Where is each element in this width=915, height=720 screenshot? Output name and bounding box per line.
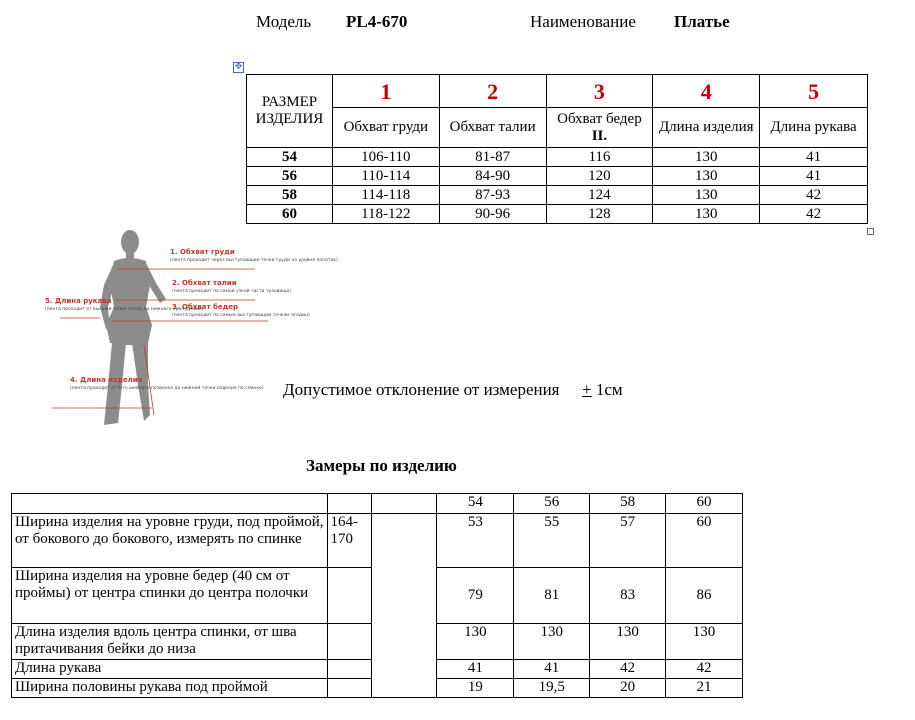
size-cell: 60 [247, 205, 333, 224]
measurements-table [11, 493, 743, 698]
measurement-label: Ширина половины рукава под проймой [12, 679, 328, 698]
name-label: Наименование [530, 12, 636, 31]
value-cell: 120 [546, 167, 653, 186]
size-row [247, 205, 868, 224]
measurement-value: 42 [666, 660, 743, 679]
measurement-label: Ширина изделия на уровне бедер (40 см от проймы) от центра спинки до центра полочки [12, 568, 328, 624]
measurement-value: 41 [437, 660, 514, 679]
figure-note-waist: (лента проходит по самой узкой части туловища) [172, 289, 292, 294]
figure-note-chest: (лента проходит через выступающие точки груди на уровне лопаток) [170, 258, 338, 263]
body-silhouette [100, 230, 166, 425]
measurement-value: 42 [590, 660, 666, 679]
figure-label-hips: 3. Обхват бедер [172, 303, 239, 311]
size-cell: 56 [247, 167, 333, 186]
measurement-figure [40, 225, 338, 435]
figure-label-waist: 2. Обхват талии [172, 279, 237, 287]
figure-note-length: (лента проходит от 6-го шейного позвонка до нижней точки изделия по спинке) [70, 386, 264, 391]
measurement-value: 130 [437, 624, 514, 660]
column-label-suffix: II. [591, 127, 608, 144]
figure-label-length: 4. Длина изделия [70, 376, 143, 384]
size-cell: 54 [247, 148, 333, 167]
size-cell: 58 [247, 186, 333, 205]
figure-label-chest: 1. Обхват груди [170, 248, 235, 256]
empty-cell [327, 660, 371, 679]
value-cell: 110-114 [332, 167, 439, 186]
column-label: Обхват груди [332, 108, 439, 148]
measurement-value: 130 [666, 624, 743, 660]
value-cell: 41 [760, 167, 868, 186]
measurement-value: 21 [666, 679, 743, 698]
table-resize-handle[interactable] [867, 228, 874, 235]
height-cell: 164-170 [327, 514, 371, 568]
value-cell: 90-96 [439, 205, 546, 224]
column-number: 5 [760, 75, 868, 108]
measurement-value: 19,5 [514, 679, 590, 698]
value-cell: 42 [760, 186, 868, 205]
measurement-value: 130 [590, 624, 666, 660]
figure-label-sleeve: 5. Длина рукава [45, 297, 112, 305]
model-value: PL4-670 [346, 12, 408, 31]
value-cell: 87-93 [439, 186, 546, 205]
measurements-title: Замеры по изделию [306, 456, 457, 475]
value-cell: 118-122 [332, 205, 439, 224]
value-cell: 81-87 [439, 148, 546, 167]
measurement-value: 83 [590, 568, 666, 624]
size-row [247, 167, 868, 186]
measurement-value: 53 [437, 514, 514, 568]
value-cell: 130 [653, 148, 760, 167]
tolerance-sign: + [582, 380, 592, 399]
column-label: Длина изделия [653, 108, 760, 148]
value-cell: 124 [546, 186, 653, 205]
value-cell: 41 [760, 148, 868, 167]
measurement-value: 57 [590, 514, 666, 568]
tolerance-line [283, 380, 623, 400]
column-number: 4 [653, 75, 760, 108]
measurement-value: 55 [514, 514, 590, 568]
size-row [247, 148, 868, 167]
size-header: 56 [514, 494, 590, 514]
size-row-header: РАЗМЕР ИЗДЕЛИЯ [247, 75, 333, 148]
model-label: Модель [256, 12, 312, 31]
measurement-value: 86 [666, 568, 743, 624]
measurement-value: 79 [437, 568, 514, 624]
measurement-label: Длина рукава [12, 660, 328, 679]
measurement-label: Длина изделия вдоль центра спинки, от шва притачивания бейки до низа [12, 624, 328, 660]
size-header: 54 [437, 494, 514, 514]
measurement-label: Ширина изделия на уровне груди, под проймой, от бокового до бокового, измерять по спинке [12, 514, 328, 568]
measurement-row [12, 514, 743, 568]
empty-cell [327, 624, 371, 660]
value-cell: 116 [546, 148, 653, 167]
name-value: Платье [674, 12, 730, 31]
empty-cell [327, 679, 371, 698]
measurement-value: 130 [514, 624, 590, 660]
empty-cell [327, 494, 371, 514]
value-cell: 130 [653, 205, 760, 224]
empty-cell [327, 568, 371, 624]
value-cell: 130 [653, 186, 760, 205]
size-row [247, 186, 868, 205]
measurement-value: 41 [514, 660, 590, 679]
value-cell: 42 [760, 205, 868, 224]
value-cell: 84-90 [439, 167, 546, 186]
measurement-value: 19 [437, 679, 514, 698]
column-number: 2 [439, 75, 546, 108]
figure-labels [45, 248, 338, 391]
figure-note-sleeve: (лента проходит от высшей точки плеча до нижнего края рукава) [45, 307, 204, 312]
empty-cell [371, 514, 437, 698]
value-cell: 128 [546, 205, 653, 224]
size-header: 60 [666, 494, 743, 514]
column-label: Длина рукава [760, 108, 868, 148]
value-cell: 106-110 [332, 148, 439, 167]
column-number: 3 [546, 75, 653, 108]
size-table [246, 74, 868, 224]
value-cell: 114-118 [332, 186, 439, 205]
size-header: 58 [590, 494, 666, 514]
figure-note-hips: (лента проходит по самым выступающим точкам ягодиц) [172, 313, 310, 318]
empty-cell [371, 494, 437, 514]
measurement-value: 60 [666, 514, 743, 568]
tolerance-value: 1см [595, 380, 623, 399]
column-number: 1 [332, 75, 439, 108]
column-label-hips [546, 108, 653, 148]
measurement-value: 20 [590, 679, 666, 698]
empty-cell [12, 494, 328, 514]
value-cell: 130 [653, 167, 760, 186]
column-label-text: Обхват бедер [557, 110, 642, 127]
table-move-handle[interactable]: ✥ [234, 62, 243, 72]
measurement-value: 81 [514, 568, 590, 624]
tolerance-text: Допустимое отклонение от измерения [283, 380, 560, 399]
column-label: Обхват талии [439, 108, 546, 148]
